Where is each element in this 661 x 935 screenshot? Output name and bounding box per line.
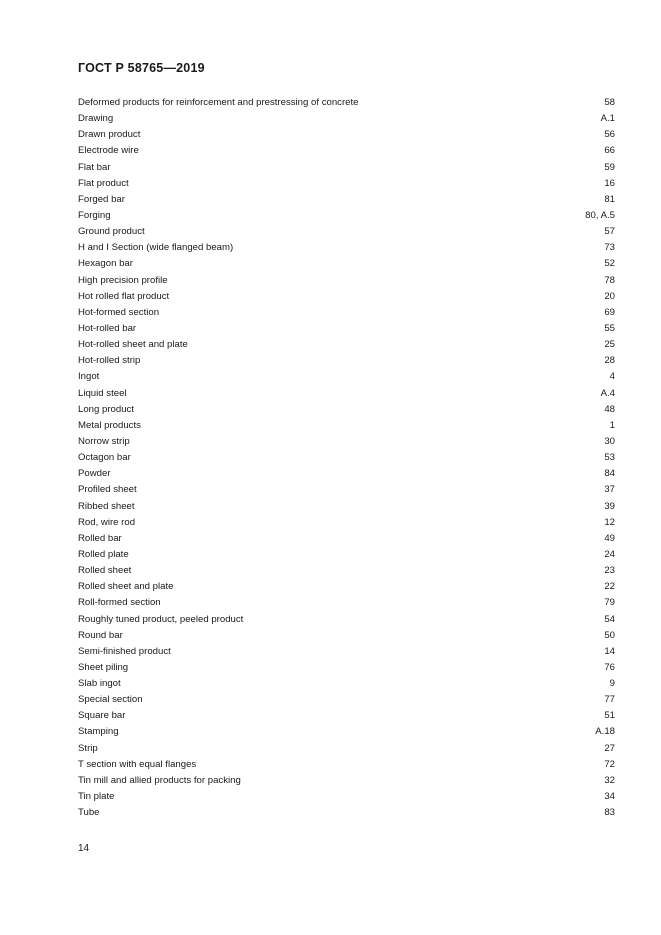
index-term: Hot-rolled bar <box>78 322 137 334</box>
index-entry <box>78 644 615 660</box>
index-entry <box>78 143 615 159</box>
index-entry <box>78 111 615 127</box>
document-header: ГОСТ Р 58765—2019 <box>78 61 205 75</box>
index-entry <box>78 289 615 305</box>
index-term: Rolled plate <box>78 548 129 560</box>
index-term: T section with equal flanges <box>78 758 197 770</box>
index-entry <box>78 418 615 434</box>
index-term: Tin plate <box>78 791 115 803</box>
index-term: Norrow strip <box>78 435 130 447</box>
index-reference: 81 <box>604 193 615 205</box>
index-term: Strip <box>78 742 98 754</box>
index-entry <box>78 353 615 369</box>
index-reference: 1 <box>609 419 615 431</box>
index-reference: 84 <box>604 468 615 480</box>
index-entry <box>78 450 615 466</box>
index-reference: 34 <box>604 791 615 803</box>
index-term: Tube <box>78 807 100 819</box>
index-term: Ingot <box>78 371 100 383</box>
page-number: 14 <box>78 843 90 854</box>
index-entry <box>78 434 615 450</box>
index-term: Special section <box>78 694 143 706</box>
index-entry <box>78 515 615 531</box>
index-entry <box>78 95 615 111</box>
index-reference: 79 <box>604 597 615 609</box>
index-reference: 24 <box>604 548 615 560</box>
index-reference: 16 <box>604 177 615 189</box>
index-reference: 22 <box>604 581 615 593</box>
index-term: Ribbed sheet <box>78 500 135 512</box>
index-term: Powder <box>78 468 111 480</box>
index-entry <box>78 499 615 515</box>
index-term: Liquid steel <box>78 387 127 399</box>
index-term: Rolled bar <box>78 532 122 544</box>
index-entry <box>78 708 615 724</box>
index-reference: 12 <box>604 516 615 528</box>
index-entry <box>78 321 615 337</box>
index-term: Forging <box>78 209 111 221</box>
index-term: Stamping <box>78 726 119 738</box>
index-term: Hot-rolled sheet and plate <box>78 339 188 351</box>
index-term: Deformed products for reinforcement and prestressing of concrete <box>78 97 359 108</box>
index-reference: 25 <box>604 339 615 351</box>
index-entry <box>78 547 615 563</box>
index-term: Metal products <box>78 419 141 431</box>
index-reference: 48 <box>604 403 615 415</box>
index-term: Hot rolled flat product <box>78 290 170 302</box>
index-reference: 51 <box>604 710 615 722</box>
index-reference: 27 <box>604 742 615 754</box>
index-reference: 52 <box>604 258 615 270</box>
index-entry <box>78 612 615 628</box>
index-reference: 28 <box>604 355 615 367</box>
index-reference: 20 <box>604 290 615 302</box>
index-reference: 49 <box>604 532 615 544</box>
index-reference: 50 <box>604 629 615 641</box>
index-term: Sheet piling <box>78 661 129 673</box>
index-entry <box>78 305 615 321</box>
index-term: Electrode wire <box>78 145 139 157</box>
index-entry <box>78 160 615 176</box>
index-entry <box>78 660 615 676</box>
index-term: Slab ingot <box>78 678 121 690</box>
index-reference: 56 <box>604 129 615 141</box>
index-reference: 73 <box>604 242 615 254</box>
index-reference: 58 <box>604 97 615 108</box>
index-term: Hot-formed section <box>78 306 160 318</box>
index-term: Tin mill and allied products for packing <box>78 774 241 786</box>
index-reference: 80, A.5 <box>585 209 615 221</box>
index-reference: A.18 <box>595 726 615 738</box>
index-term: Rolled sheet <box>78 565 132 577</box>
index-reference: 32 <box>604 774 615 786</box>
index-reference: 23 <box>604 565 615 577</box>
index-reference: 59 <box>604 161 615 173</box>
index-entry <box>78 757 615 773</box>
index-term: Semi-finished product <box>78 645 171 657</box>
index-term: Drawn product <box>78 129 141 141</box>
index-term: Ground product <box>78 226 145 238</box>
index-entry <box>78 176 615 192</box>
index-entry <box>78 192 615 208</box>
index-entry <box>78 563 615 579</box>
index-entry <box>78 386 615 402</box>
index-term: Flat bar <box>78 161 111 173</box>
index-reference: 57 <box>604 226 615 238</box>
index-term: Rod, wire rod <box>78 516 136 528</box>
index-entry <box>78 579 615 595</box>
index-term: High precision profile <box>78 274 168 286</box>
index-entry <box>78 676 615 692</box>
index-entry <box>78 805 615 821</box>
term-index-list <box>78 95 615 821</box>
index-entry <box>78 773 615 789</box>
index-term: Octagon bar <box>78 452 131 464</box>
index-entry <box>78 482 615 498</box>
index-term: Roughly tuned product, peeled product <box>78 613 244 625</box>
index-entry <box>78 789 615 805</box>
index-entry <box>78 273 615 289</box>
index-term: Square bar <box>78 710 126 722</box>
index-term: Roll-formed section <box>78 597 161 609</box>
index-entry <box>78 256 615 272</box>
index-reference: 77 <box>604 694 615 706</box>
index-entry <box>78 127 615 143</box>
index-reference: A.1 <box>600 113 615 125</box>
index-reference: 53 <box>604 452 615 464</box>
index-entry <box>78 466 615 482</box>
index-term: Hot-rolled strip <box>78 355 141 367</box>
index-entry <box>78 628 615 644</box>
index-reference: 14 <box>604 645 615 657</box>
index-reference: 39 <box>604 500 615 512</box>
index-term: Flat product <box>78 177 129 189</box>
index-entry <box>78 369 615 385</box>
index-term: Drawing <box>78 113 114 125</box>
index-term: Hexagon bar <box>78 258 133 270</box>
index-term: Forged bar <box>78 193 125 205</box>
index-reference: A.4 <box>600 387 615 399</box>
index-entry <box>78 208 615 224</box>
index-reference: 54 <box>604 613 615 625</box>
index-reference: 4 <box>609 371 615 383</box>
index-reference: 78 <box>604 274 615 286</box>
index-entry <box>78 402 615 418</box>
index-reference: 69 <box>604 306 615 318</box>
index-entry <box>78 240 615 256</box>
index-reference: 66 <box>604 145 615 157</box>
index-entry <box>78 595 615 611</box>
index-entry <box>78 531 615 547</box>
index-term: Round bar <box>78 629 123 641</box>
index-term: Rolled sheet and plate <box>78 581 174 593</box>
index-reference: 55 <box>604 322 615 334</box>
index-reference: 9 <box>609 678 615 690</box>
index-reference: 76 <box>604 661 615 673</box>
index-term: Profiled sheet <box>78 484 137 496</box>
index-reference: 72 <box>604 758 615 770</box>
index-entry <box>78 692 615 708</box>
index-entry <box>78 337 615 353</box>
index-entry <box>78 741 615 757</box>
index-term: Long product <box>78 403 135 415</box>
index-reference: 30 <box>604 435 615 447</box>
index-term: H and I Section (wide flanged beam) <box>78 242 234 254</box>
index-entry <box>78 724 615 740</box>
index-reference: 83 <box>604 807 615 819</box>
index-entry <box>78 224 615 240</box>
index-reference: 37 <box>604 484 615 496</box>
